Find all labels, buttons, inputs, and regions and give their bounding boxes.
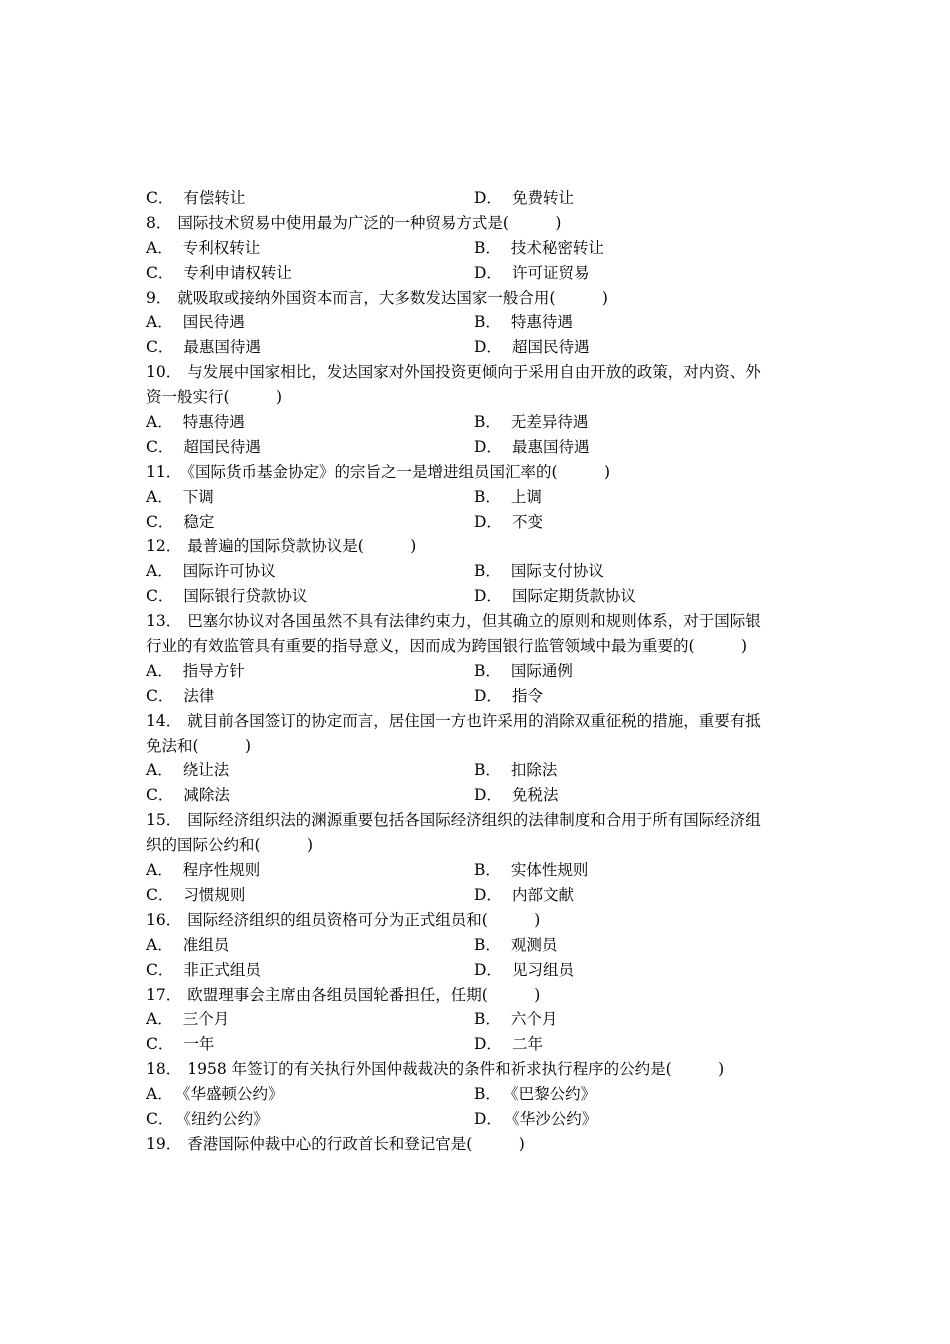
option-letter: B． bbox=[474, 313, 501, 332]
options-row bbox=[146, 1032, 816, 1057]
options-row bbox=[146, 858, 816, 883]
option-c bbox=[146, 883, 245, 908]
question-stem bbox=[146, 211, 816, 236]
question-text: 免法和( ) bbox=[146, 736, 252, 755]
question-text: 与发展中国家相比，发达国家对外国投资更倾向于采用自由开放的政策，对内资、外 bbox=[187, 363, 761, 382]
question-block bbox=[146, 286, 816, 361]
option-letter: C． bbox=[146, 885, 174, 904]
option-letter: A． bbox=[146, 1010, 173, 1029]
option-c bbox=[146, 1032, 214, 1057]
option-letter: B． bbox=[474, 935, 501, 954]
option-a bbox=[146, 1007, 229, 1032]
option-text: 减除法 bbox=[183, 786, 230, 805]
option-b bbox=[474, 310, 573, 335]
question-stem-continued bbox=[146, 385, 816, 410]
option-b bbox=[474, 236, 604, 261]
option-letter: A． bbox=[146, 238, 173, 257]
option-letter: D． bbox=[474, 512, 502, 531]
option-d bbox=[474, 783, 558, 808]
option-text: 《纽约公约》 bbox=[183, 1109, 269, 1128]
option-letter: C． bbox=[146, 437, 174, 456]
option-b bbox=[474, 659, 573, 684]
option-letter: D． bbox=[474, 960, 502, 979]
option-text: 最惠国待遇 bbox=[511, 437, 590, 456]
option-text: 国民待遇 bbox=[182, 313, 245, 332]
option-letter: A． bbox=[146, 861, 173, 880]
question-text: 就吸取或接纳外国资本而言，大多数发达国家一般合用( ) bbox=[177, 288, 608, 307]
option-b bbox=[474, 933, 557, 958]
question-list bbox=[146, 211, 816, 1157]
option-text: 专利申请权转让 bbox=[183, 263, 292, 282]
question-block bbox=[146, 360, 816, 460]
option-letter: C． bbox=[146, 263, 174, 282]
option-letter: D． bbox=[474, 1035, 502, 1054]
option-letter: A． bbox=[146, 1085, 173, 1104]
question-number: 18． bbox=[146, 1060, 182, 1079]
option-text: 国际通例 bbox=[510, 661, 573, 680]
option-letter: B． bbox=[474, 487, 501, 506]
option-text: 《巴黎公约》 bbox=[510, 1085, 597, 1104]
option-text: 稳定 bbox=[183, 512, 215, 531]
options-row bbox=[146, 236, 816, 261]
option-text: 超国民待遇 bbox=[183, 437, 261, 456]
option-text: 国际定期货款协议 bbox=[511, 587, 636, 606]
option-text: 习惯规则 bbox=[183, 885, 246, 904]
question-number: 19． bbox=[146, 1134, 182, 1153]
option-text: 观测员 bbox=[510, 935, 558, 954]
option-letter: D． bbox=[474, 338, 502, 357]
option-b bbox=[474, 858, 588, 883]
options-row bbox=[146, 1107, 816, 1132]
option-text: 最惠国待遇 bbox=[183, 338, 261, 357]
option-c bbox=[146, 435, 261, 460]
option-text: 免费转让 bbox=[511, 189, 574, 207]
option-text: 上调 bbox=[510, 487, 542, 506]
option-c bbox=[146, 510, 214, 535]
option-letter: A． bbox=[146, 562, 173, 581]
question-text: 就目前各国签订的协定而言，居住国一方也许采用的消除双重征税的措施，重要有抵 bbox=[187, 711, 761, 730]
option-letter: B． bbox=[474, 562, 501, 581]
option-b bbox=[474, 758, 557, 783]
question-stem bbox=[146, 908, 816, 933]
option-b bbox=[474, 559, 604, 584]
option-text: 《华盛顿公约》 bbox=[182, 1085, 284, 1104]
option-text: 扣除法 bbox=[510, 761, 558, 780]
option-letter: C． bbox=[146, 512, 174, 531]
option-letter: C． bbox=[146, 1035, 174, 1054]
question-number: 13． bbox=[146, 612, 182, 631]
question-number: 11． bbox=[146, 462, 182, 481]
option-letter: D． bbox=[474, 189, 502, 207]
question-number: 10． bbox=[146, 363, 182, 382]
options-row bbox=[146, 410, 816, 435]
option-text: 不变 bbox=[511, 512, 543, 531]
option-text: 下调 bbox=[182, 487, 214, 506]
option-letter: D． bbox=[474, 1109, 502, 1128]
option-c bbox=[146, 186, 245, 211]
question-number: 15． bbox=[146, 811, 182, 830]
option-letter: D． bbox=[474, 263, 502, 282]
option-text: 无差异待遇 bbox=[510, 413, 589, 432]
option-text: 《华沙公约》 bbox=[511, 1109, 598, 1128]
option-d bbox=[474, 435, 589, 460]
option-letter: C． bbox=[146, 189, 174, 207]
question-block bbox=[146, 534, 816, 609]
option-letter: B． bbox=[474, 661, 501, 680]
question-block bbox=[146, 983, 816, 1058]
option-letter: B． bbox=[474, 238, 501, 257]
option-letter: C． bbox=[146, 686, 174, 705]
options-row bbox=[146, 435, 816, 460]
option-letter: B． bbox=[474, 413, 501, 432]
options-row bbox=[146, 958, 816, 983]
option-a bbox=[146, 1082, 283, 1107]
question-block bbox=[146, 460, 816, 535]
options-row bbox=[146, 559, 816, 584]
option-text: 程序性规则 bbox=[182, 861, 261, 880]
options-row bbox=[146, 510, 816, 535]
question-text: 最普遍的国际贷款协议是( ) bbox=[187, 537, 417, 556]
option-c bbox=[146, 335, 261, 360]
option-letter: C． bbox=[146, 1109, 174, 1128]
option-text: 许可证贸易 bbox=[511, 263, 590, 282]
question-text: 织的国际公约和( ) bbox=[146, 836, 314, 855]
option-text: 非正式组员 bbox=[183, 960, 261, 979]
question-stem bbox=[146, 360, 816, 385]
option-letter: D． bbox=[474, 786, 502, 805]
question-number: 16． bbox=[146, 910, 182, 929]
option-text: 六个月 bbox=[510, 1010, 558, 1029]
option-d bbox=[474, 684, 543, 709]
question-number: 17． bbox=[146, 985, 182, 1004]
option-text: 指导方针 bbox=[182, 661, 245, 680]
option-c bbox=[146, 1107, 269, 1132]
option-letter: A． bbox=[146, 313, 173, 332]
question-number: 14． bbox=[146, 711, 182, 730]
option-d bbox=[474, 335, 589, 360]
option-letter: A． bbox=[146, 487, 173, 506]
option-text: 专利权转让 bbox=[182, 238, 261, 257]
options-row bbox=[146, 659, 816, 684]
question-stem bbox=[146, 460, 816, 485]
option-text: 国际许可协议 bbox=[182, 562, 276, 581]
option-b bbox=[474, 1007, 557, 1032]
option-d bbox=[474, 958, 574, 983]
option-letter: A． bbox=[146, 413, 173, 432]
option-b bbox=[474, 485, 542, 510]
option-a bbox=[146, 659, 245, 684]
option-text: 三个月 bbox=[182, 1010, 230, 1029]
question-stem bbox=[146, 808, 816, 833]
option-letter: C． bbox=[146, 338, 174, 357]
option-text: 免税法 bbox=[511, 786, 559, 805]
question-number: 12． bbox=[146, 537, 182, 556]
option-letter: D． bbox=[474, 587, 502, 606]
option-letter: A． bbox=[146, 935, 173, 954]
option-a bbox=[146, 485, 214, 510]
options-row bbox=[146, 783, 816, 808]
option-text: 准组员 bbox=[182, 935, 230, 954]
option-text: 法律 bbox=[183, 686, 215, 705]
question-text: 巴塞尔协议对各国虽然不具有法律约束力，但其确立的原则和规则体系，对于国际银 bbox=[187, 612, 761, 631]
option-text: 国际支付协议 bbox=[510, 562, 604, 581]
option-text: 一年 bbox=[183, 1035, 215, 1054]
question-stem-continued bbox=[146, 634, 816, 659]
option-c bbox=[146, 261, 292, 286]
question-block bbox=[146, 609, 816, 709]
options-row bbox=[146, 1007, 816, 1032]
option-letter: C． bbox=[146, 960, 174, 979]
options-row bbox=[146, 1082, 816, 1107]
option-a bbox=[146, 758, 229, 783]
question-text: 香港国际仲裁中心的行政首长和登记官是( ) bbox=[187, 1134, 525, 1153]
question-stem bbox=[146, 983, 816, 1008]
options-row bbox=[146, 485, 816, 510]
option-letter: D． bbox=[474, 686, 502, 705]
options-row bbox=[146, 684, 816, 709]
option-b bbox=[474, 410, 588, 435]
option-d bbox=[474, 883, 574, 908]
option-d bbox=[474, 186, 574, 211]
option-letter: A． bbox=[146, 761, 173, 780]
question-text: 资一般实行( ) bbox=[146, 388, 283, 407]
option-letter: B． bbox=[474, 761, 501, 780]
exam-content bbox=[146, 186, 816, 1157]
option-letter: D． bbox=[474, 437, 502, 456]
question-stem bbox=[146, 1132, 816, 1157]
question-text: 欧盟理事会主席由各组员国轮番担任，任期( ) bbox=[187, 985, 541, 1004]
option-c bbox=[146, 783, 230, 808]
options-row bbox=[146, 758, 816, 783]
question-stem bbox=[146, 534, 816, 559]
option-letter: D． bbox=[474, 885, 502, 904]
question-text: 国际技术贸易中使用最为广泛的一种贸易方式是( ) bbox=[177, 213, 562, 232]
option-text: 特惠待遇 bbox=[510, 313, 573, 332]
options-row bbox=[146, 933, 816, 958]
question-block bbox=[146, 908, 816, 983]
question-stem bbox=[146, 609, 816, 634]
option-letter: B． bbox=[474, 861, 501, 880]
option-text: 实体性规则 bbox=[510, 861, 589, 880]
question-text: 《国际货币基金协定》的宗旨之一是增进组员国汇率的( ) bbox=[187, 462, 611, 481]
question-stem bbox=[146, 286, 816, 311]
question-stem bbox=[146, 1057, 816, 1082]
option-c bbox=[146, 584, 307, 609]
option-text: 见习组员 bbox=[511, 960, 574, 979]
option-text: 指令 bbox=[511, 686, 543, 705]
option-text: 二年 bbox=[511, 1035, 543, 1054]
question-text: 国际经济组织法的渊源重要包括各国际经济组织的法律制度和合用于所有国际经济组 bbox=[187, 811, 761, 830]
question-stem bbox=[146, 709, 816, 734]
option-text: 特惠待遇 bbox=[182, 413, 245, 432]
option-letter: B． bbox=[474, 1085, 501, 1104]
option-letter: B． bbox=[474, 1010, 501, 1029]
options-row bbox=[146, 261, 816, 286]
option-d bbox=[474, 261, 589, 286]
option-b bbox=[474, 1082, 596, 1107]
option-letter: C． bbox=[146, 786, 174, 805]
question-block bbox=[146, 808, 816, 908]
options-row bbox=[146, 883, 816, 908]
options-row bbox=[146, 335, 816, 360]
option-a bbox=[146, 858, 260, 883]
question-number: 9． bbox=[146, 288, 172, 307]
option-d bbox=[474, 1107, 597, 1132]
option-d bbox=[474, 584, 636, 609]
option-text: 国际银行贷款协议 bbox=[183, 587, 308, 606]
options-row bbox=[146, 310, 816, 335]
question-block bbox=[146, 1132, 816, 1157]
option-a bbox=[146, 236, 260, 261]
question-block bbox=[146, 211, 816, 286]
option-c bbox=[146, 684, 214, 709]
question-number: 8． bbox=[146, 213, 172, 232]
option-text: 技术秘密转让 bbox=[510, 238, 604, 257]
question-text: 行业的有效监管具有重要的指导意义，因而成为跨国银行监管领域中最为重要的( ) bbox=[146, 637, 748, 656]
option-d bbox=[474, 1032, 543, 1057]
option-a bbox=[146, 559, 276, 584]
question-text: 1958 年签订的有关执行外国仲裁裁决的条件和祈求执行程序的公约是( ) bbox=[187, 1060, 725, 1079]
option-d bbox=[474, 510, 543, 535]
option-a bbox=[146, 933, 229, 958]
options-row bbox=[146, 584, 816, 609]
question-stem-continued bbox=[146, 734, 816, 759]
option-text: 超国民待遇 bbox=[511, 338, 590, 357]
question-text: 国际经济组织的组员资格可分为正式组员和( ) bbox=[187, 910, 541, 929]
question-block bbox=[146, 709, 816, 809]
option-text: 内部文献 bbox=[511, 885, 574, 904]
option-text: 有偿转让 bbox=[183, 189, 246, 207]
option-text: 绕让法 bbox=[182, 761, 230, 780]
option-letter: C． bbox=[146, 587, 174, 606]
question-block bbox=[146, 1057, 816, 1132]
option-letter: A． bbox=[146, 661, 173, 680]
question-stem-continued bbox=[146, 833, 816, 858]
option-c bbox=[146, 958, 261, 983]
continued-options-row bbox=[146, 186, 816, 211]
option-a bbox=[146, 310, 245, 335]
option-a bbox=[146, 410, 245, 435]
